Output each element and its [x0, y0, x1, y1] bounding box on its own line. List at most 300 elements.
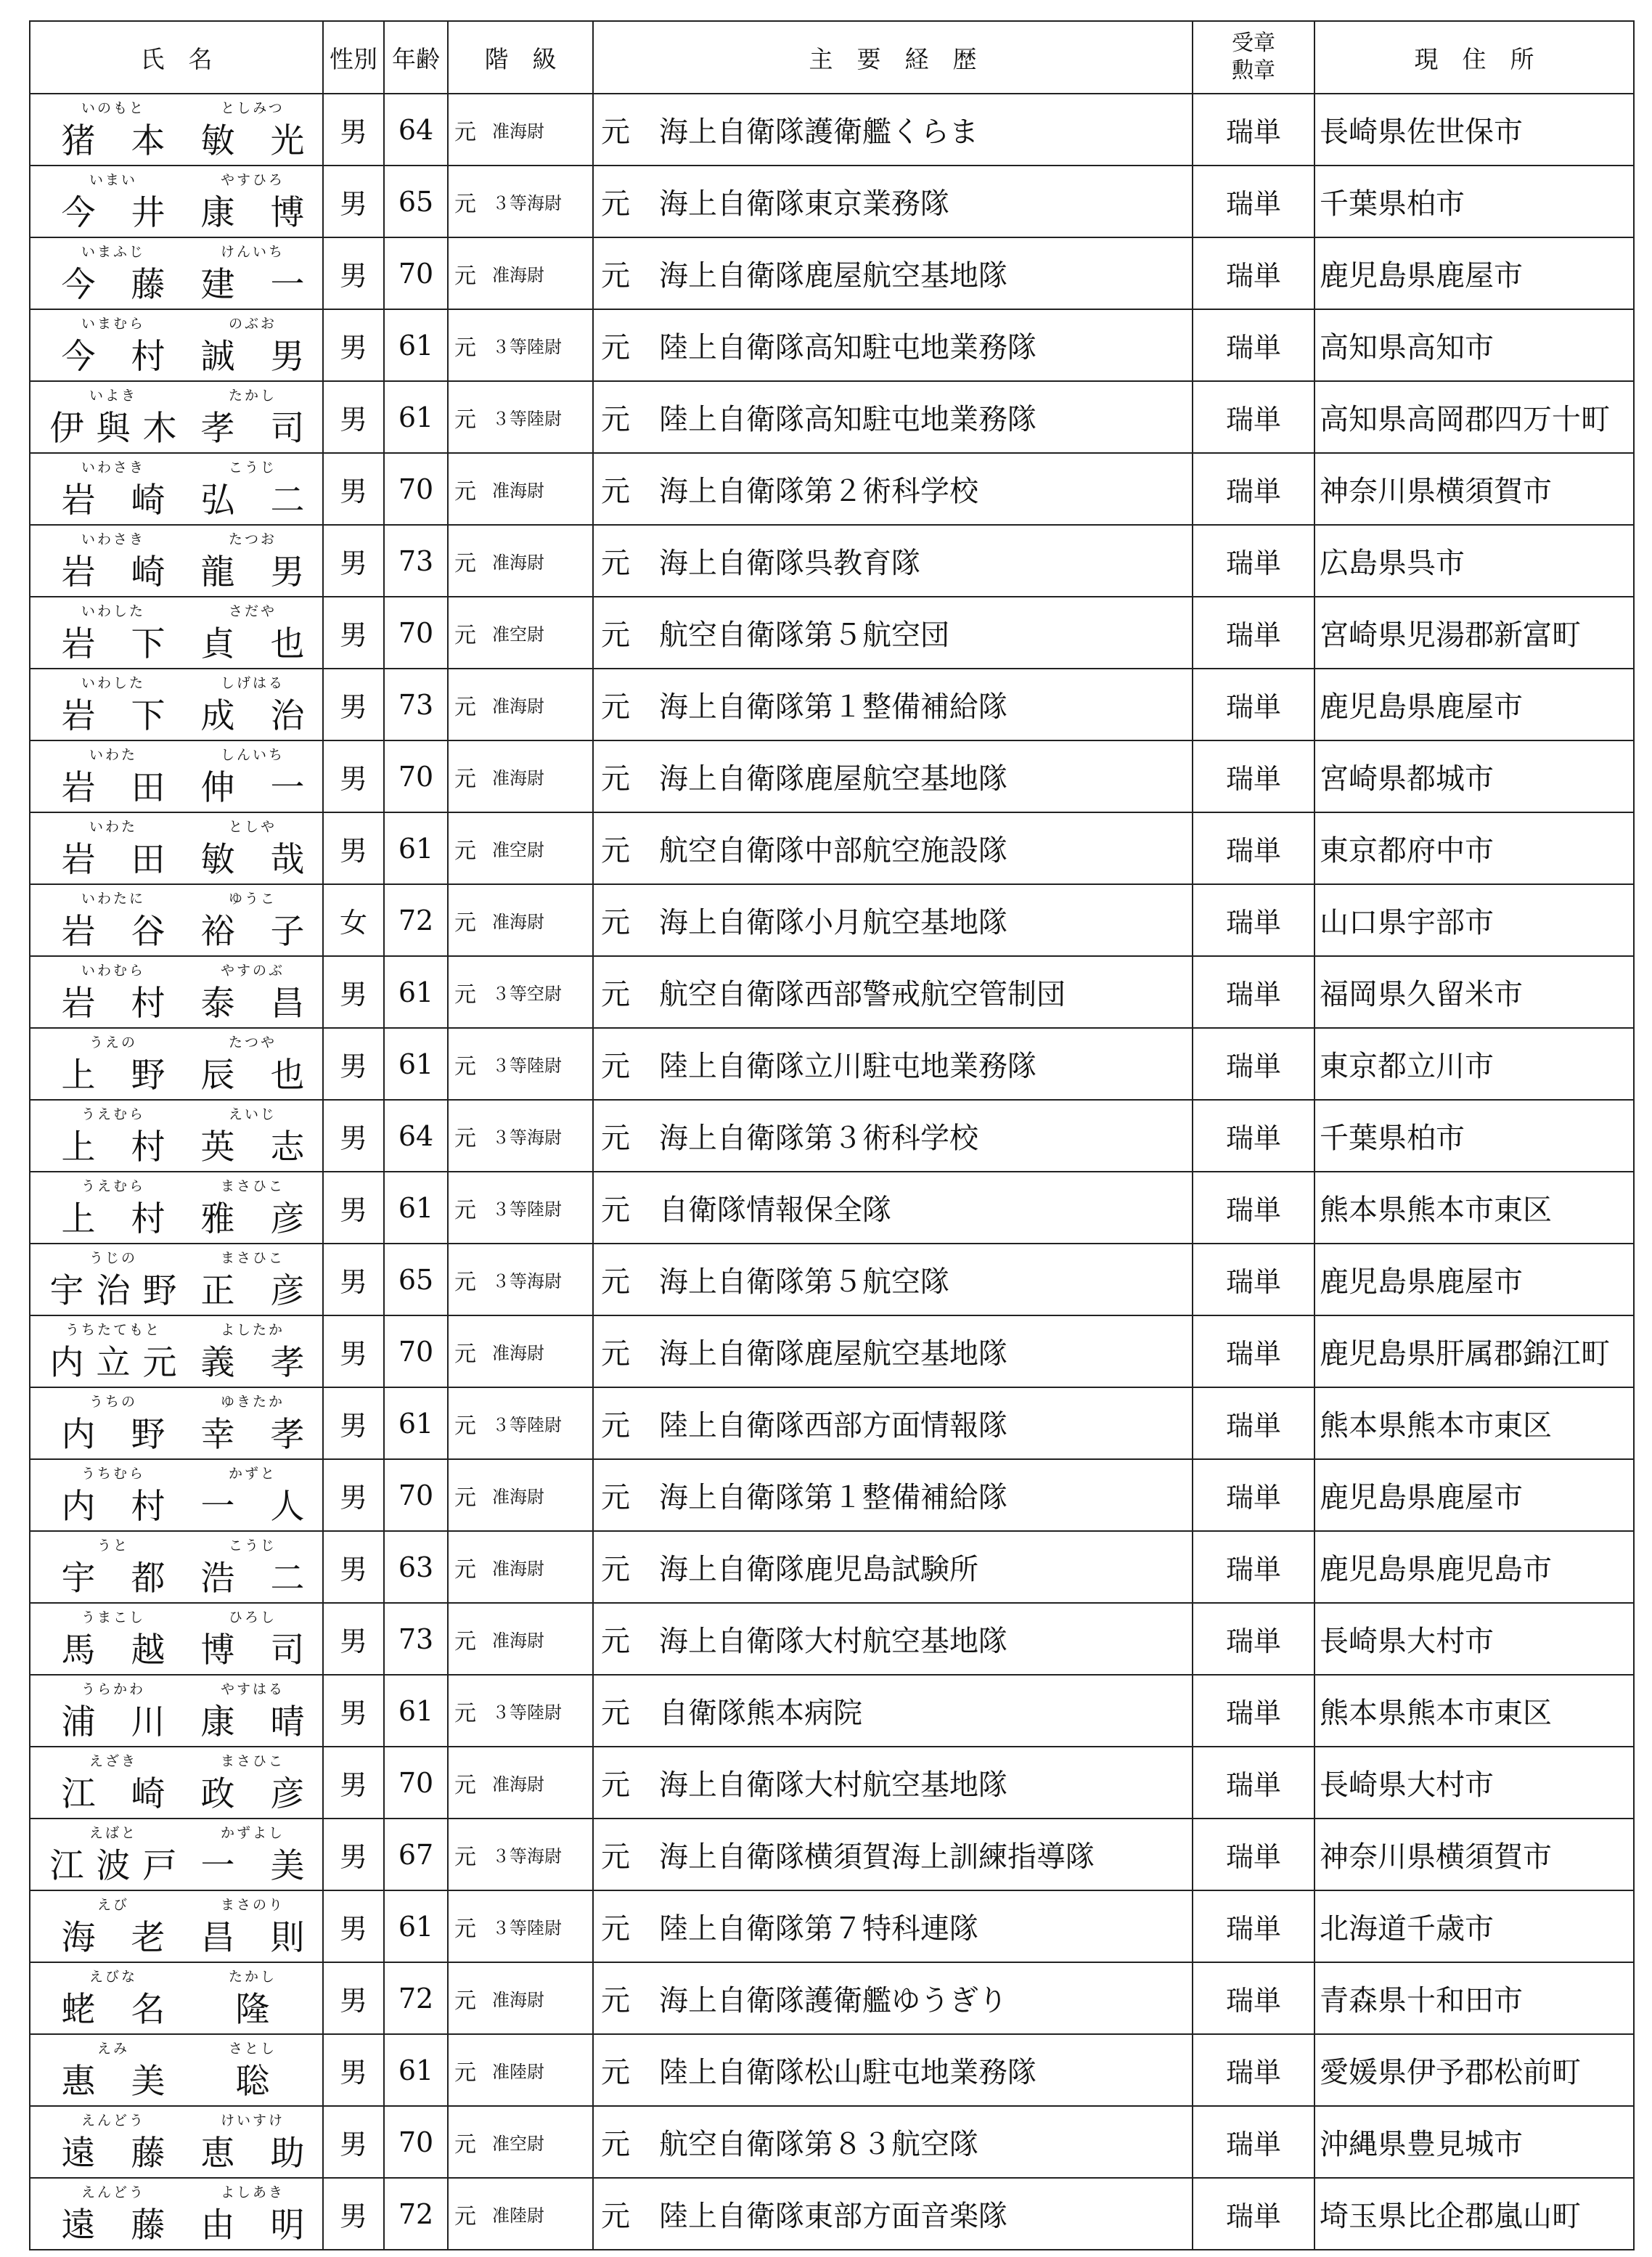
- career-cell: [593, 2106, 1193, 2178]
- header-career: 主 要 経 歴: [593, 21, 1193, 94]
- name-cell: [30, 2034, 323, 2106]
- rank-cell: [448, 1819, 593, 1890]
- name-cell: [30, 956, 323, 1028]
- rank-value: ３等陸尉: [492, 1199, 562, 1220]
- career-cell: [593, 1244, 1193, 1315]
- furigana-given: やすひろ: [220, 171, 285, 188]
- former-prefix: 元: [601, 259, 630, 293]
- family-name: 岩 谷: [61, 911, 165, 952]
- former-prefix: 元: [601, 115, 630, 149]
- career-value: 海上自衛隊第１整備補給隊: [659, 1481, 1007, 1514]
- former-prefix: 元: [454, 1197, 476, 1223]
- address-cell: 愛媛県伊予郡松前町: [1314, 2034, 1634, 2106]
- career-value: 陸上自衛隊松山駐屯地業務隊: [659, 2056, 1036, 2089]
- name-cell: [30, 525, 323, 597]
- address-cell: 青森県十和田市: [1314, 1962, 1634, 2034]
- name-cell: [30, 381, 323, 453]
- given-name: 博 司: [200, 1630, 305, 1670]
- given-name: 敏 光: [200, 121, 305, 161]
- name-cell: [30, 2178, 323, 2250]
- age-cell: 73: [384, 1603, 448, 1675]
- family-name: 上 村: [61, 1199, 165, 1239]
- furigana-given: まさひこ: [220, 1178, 285, 1194]
- former-prefix: 元: [601, 762, 630, 796]
- gender-cell: 男: [323, 1819, 384, 1890]
- given-name: 政 彦: [200, 1774, 305, 1814]
- address-cell: 鹿児島県肝属郡錦江町: [1314, 1315, 1634, 1387]
- age-cell: 73: [384, 525, 448, 597]
- former-prefix: 元: [601, 1265, 630, 1299]
- furigana-given: かずよし: [220, 1824, 285, 1841]
- furigana-given: たつや: [228, 1034, 277, 1050]
- name-cell: [30, 1962, 323, 2034]
- given-name: 隆: [235, 1989, 270, 2030]
- address-cell: 鹿児島県鹿屋市: [1314, 237, 1634, 309]
- gender-cell: 男: [323, 525, 384, 597]
- former-prefix: 元: [454, 1772, 476, 1798]
- age-cell: 70: [384, 740, 448, 812]
- given-name: 泰 昌: [200, 983, 305, 1024]
- given-name: 雅 彦: [200, 1199, 305, 1239]
- age-cell: 61: [384, 812, 448, 884]
- rank-value: ３等海尉: [492, 1127, 562, 1148]
- rank-cell: [448, 669, 593, 740]
- gender-cell: 男: [323, 166, 384, 237]
- family-name: 遠 藤: [61, 2133, 165, 2174]
- rank-cell: [448, 1962, 593, 2034]
- given-name: 孝 司: [200, 408, 305, 449]
- age-cell: 61: [384, 1028, 448, 1100]
- gender-cell: 男: [323, 453, 384, 525]
- career-value: 陸上自衛隊東部方面音楽隊: [659, 2200, 1007, 2233]
- name-cell: [30, 453, 323, 525]
- former-prefix: 元: [601, 1625, 630, 1658]
- former-prefix: 元: [454, 910, 476, 936]
- gender-cell: 男: [323, 1100, 384, 1172]
- career-cell: [593, 1962, 1193, 2034]
- table-row: [30, 525, 1634, 597]
- career-cell: [593, 1747, 1193, 1819]
- furigana-given: よしたか: [220, 1321, 285, 1338]
- former-prefix: 元: [454, 1628, 476, 1654]
- former-prefix: 元: [601, 1768, 630, 1802]
- career-cell: [593, 1459, 1193, 1531]
- address-cell: 鹿児島県鹿屋市: [1314, 1459, 1634, 1531]
- former-prefix: 元: [454, 478, 476, 505]
- furigana-given: たかし: [228, 387, 277, 404]
- age-cell: 70: [384, 1315, 448, 1387]
- age-cell: 65: [384, 1244, 448, 1315]
- furigana-given: まさひこ: [220, 1249, 285, 1266]
- medal-cell: 瑞単: [1193, 94, 1314, 166]
- table-row: [30, 1890, 1634, 1962]
- rank-cell: [448, 884, 593, 956]
- rank-cell: [448, 740, 593, 812]
- career-value: 陸上自衛隊立川駐屯地業務隊: [659, 1050, 1036, 1083]
- furigana-given: けいすけ: [220, 2112, 285, 2129]
- career-value: 陸上自衛隊西部方面情報隊: [659, 1409, 1007, 1442]
- table-row: [30, 1675, 1634, 1747]
- former-prefix: 元: [601, 1553, 630, 1586]
- rank-cell: [448, 2106, 593, 2178]
- medal-cell: 瑞単: [1193, 1100, 1314, 1172]
- gender-cell: 男: [323, 1459, 384, 1531]
- table-row: [30, 1603, 1634, 1675]
- name-cell: [30, 669, 323, 740]
- career-value: 海上自衛隊東京業務隊: [659, 187, 949, 221]
- former-prefix: 元: [601, 2200, 630, 2233]
- furigana-given: しげはる: [220, 674, 285, 691]
- name-cell: [30, 1315, 323, 1387]
- career-cell: [593, 1603, 1193, 1675]
- career-value: 自衛隊情報保全隊: [659, 1193, 891, 1227]
- medal-cell: 瑞単: [1193, 1459, 1314, 1531]
- former-prefix: 元: [454, 1485, 476, 1511]
- rank-value: 准海尉: [492, 552, 544, 573]
- age-cell: 61: [384, 309, 448, 381]
- rank-value: ３等陸尉: [492, 1056, 562, 1076]
- furigana-family: いわさき: [81, 531, 145, 547]
- rank-cell: [448, 2178, 593, 2250]
- furigana-given: ひろし: [228, 1609, 277, 1625]
- name-cell: [30, 237, 323, 309]
- career-cell: [593, 525, 1193, 597]
- family-name: 江 崎: [61, 1774, 165, 1814]
- given-name: 康 晴: [200, 1702, 305, 1742]
- age-cell: 61: [384, 381, 448, 453]
- table-row: [30, 166, 1634, 237]
- career-value: 海上自衛隊鹿児島試験所: [659, 1553, 978, 1586]
- address-cell: 宮崎県児湯郡新富町: [1314, 597, 1634, 669]
- age-cell: 61: [384, 1172, 448, 1244]
- former-prefix: 元: [454, 335, 476, 361]
- career-cell: [593, 1028, 1193, 1100]
- rank-value: 准海尉: [492, 1990, 544, 2010]
- furigana-family: えびな: [89, 1968, 137, 1985]
- furigana-family: えみ: [97, 2040, 129, 2057]
- former-prefix: 元: [601, 619, 630, 652]
- career-cell: [593, 740, 1193, 812]
- age-cell: 70: [384, 1459, 448, 1531]
- medal-cell: 瑞単: [1193, 884, 1314, 956]
- address-cell: 山口県宇部市: [1314, 884, 1634, 956]
- career-cell: [593, 884, 1193, 956]
- medal-cell: 瑞単: [1193, 812, 1314, 884]
- career-value: 海上自衛隊小月航空基地隊: [659, 906, 1007, 939]
- name-cell: [30, 1244, 323, 1315]
- given-name: 誠 男: [200, 336, 305, 377]
- name-cell: [30, 1531, 323, 1603]
- gender-cell: 男: [323, 2178, 384, 2250]
- age-cell: 64: [384, 1100, 448, 1172]
- table-row: [30, 1747, 1634, 1819]
- given-name: 貞 也: [200, 624, 305, 664]
- rank-value: 准海尉: [492, 768, 544, 788]
- career-value: 航空自衛隊第５航空団: [659, 619, 949, 652]
- furigana-given: こうじ: [228, 1537, 277, 1554]
- rank-cell: [448, 597, 593, 669]
- age-cell: 72: [384, 884, 448, 956]
- gender-cell: 男: [323, 1387, 384, 1459]
- table-row: [30, 1819, 1634, 1890]
- address-cell: 広島県呉市: [1314, 525, 1634, 597]
- career-value: 海上自衛隊護衛艦ゆうぎり: [659, 1984, 1007, 2017]
- furigana-given: こうじ: [228, 459, 277, 476]
- family-name: 今 藤: [61, 264, 165, 305]
- family-name: 宇 都: [61, 1558, 165, 1599]
- furigana-family: いわた: [89, 746, 137, 763]
- former-prefix: 元: [454, 1413, 476, 1439]
- furigana-given: かずと: [228, 1465, 277, 1482]
- gender-cell: 男: [323, 1747, 384, 1819]
- furigana-family: えばと: [89, 1824, 137, 1841]
- gender-cell: 男: [323, 2106, 384, 2178]
- rank-value: ３等空尉: [492, 984, 562, 1004]
- career-value: 海上自衛隊大村航空基地隊: [659, 1625, 1007, 1658]
- family-name: 内 野: [61, 1414, 165, 1455]
- age-cell: 73: [384, 669, 448, 740]
- given-name: 由 明: [200, 2205, 305, 2245]
- name-cell: [30, 740, 323, 812]
- former-prefix: 元: [454, 191, 476, 217]
- rank-cell: [448, 2034, 593, 2106]
- furigana-family: いまむら: [81, 315, 145, 332]
- rank-value: ３等海尉: [492, 193, 562, 213]
- furigana-family: いまい: [89, 171, 137, 188]
- table-row: [30, 94, 1634, 166]
- furigana-given: まさのり: [220, 1896, 285, 1913]
- career-cell: [593, 597, 1193, 669]
- gender-cell: 女: [323, 884, 384, 956]
- career-value: 海上自衛隊第５航空隊: [659, 1265, 949, 1299]
- former-prefix: 元: [454, 1053, 476, 1079]
- given-name: 義 孝: [200, 1342, 305, 1383]
- address-cell: 長崎県佐世保市: [1314, 94, 1634, 166]
- medal-cell: 瑞単: [1193, 669, 1314, 740]
- rank-value: 准海尉: [492, 696, 544, 717]
- medal-cell: 瑞単: [1193, 1747, 1314, 1819]
- address-cell: 千葉県柏市: [1314, 166, 1634, 237]
- name-cell: [30, 1459, 323, 1531]
- table-row: [30, 1028, 1634, 1100]
- family-name: 岩 崎: [61, 552, 165, 592]
- given-name: 正 彦: [200, 1270, 305, 1311]
- gender-cell: 男: [323, 1531, 384, 1603]
- medal-cell: 瑞単: [1193, 1028, 1314, 1100]
- furigana-family: うえむら: [81, 1106, 145, 1122]
- medal-cell: 瑞単: [1193, 1387, 1314, 1459]
- family-name: 伊 與 木: [49, 408, 177, 449]
- rank-cell: [448, 309, 593, 381]
- former-prefix: 元: [454, 1700, 476, 1726]
- rank-value: ３等陸尉: [492, 1702, 562, 1723]
- former-prefix: 元: [454, 2131, 476, 2158]
- given-name: 聡: [235, 2061, 270, 2102]
- medal-cell: 瑞単: [1193, 1172, 1314, 1244]
- former-prefix: 元: [454, 2203, 476, 2229]
- furigana-family: うと: [97, 1537, 129, 1554]
- gender-cell: 男: [323, 1244, 384, 1315]
- rank-value: 准空尉: [492, 624, 544, 645]
- rank-cell: [448, 1459, 593, 1531]
- age-cell: 72: [384, 2178, 448, 2250]
- family-name: 蛯 名: [61, 1989, 165, 2030]
- table-row: [30, 453, 1634, 525]
- address-cell: 神奈川県横須賀市: [1314, 453, 1634, 525]
- career-value: 海上自衛隊第３術科学校: [659, 1122, 978, 1155]
- furigana-family: いわした: [81, 674, 145, 691]
- furigana-given: よしあき: [220, 2184, 285, 2200]
- age-cell: 70: [384, 1747, 448, 1819]
- age-cell: 70: [384, 2106, 448, 2178]
- rank-value: 准海尉: [492, 481, 544, 501]
- address-cell: 熊本県熊本市東区: [1314, 1172, 1634, 1244]
- rank-cell: [448, 1603, 593, 1675]
- table-row: [30, 1100, 1634, 1172]
- career-cell: [593, 1819, 1193, 1890]
- furigana-given: ゆきたか: [220, 1393, 285, 1410]
- career-value: 海上自衛隊護衛艦くらま: [659, 115, 978, 149]
- furigana-family: えび: [97, 1896, 129, 1913]
- former-prefix: 元: [454, 407, 476, 433]
- former-prefix: 元: [454, 622, 476, 648]
- furigana-given: えいじ: [228, 1106, 277, 1122]
- rank-value: 准海尉: [492, 121, 544, 142]
- former-prefix: 元: [454, 119, 476, 145]
- career-value: 海上自衛隊鹿屋航空基地隊: [659, 1337, 1007, 1371]
- former-prefix: 元: [454, 694, 476, 720]
- gender-cell: 男: [323, 309, 384, 381]
- rank-value: 准海尉: [492, 1343, 544, 1363]
- career-value: 陸上自衛隊第７特科連隊: [659, 1912, 978, 1946]
- career-value: 海上自衛隊鹿屋航空基地隊: [659, 259, 1007, 293]
- gender-cell: 男: [323, 597, 384, 669]
- given-name: 幸 孝: [200, 1414, 305, 1455]
- former-prefix: 元: [601, 187, 630, 221]
- given-name: 弘 二: [200, 480, 305, 521]
- former-prefix: 元: [454, 263, 476, 289]
- rank-value: ３等陸尉: [492, 1415, 562, 1435]
- given-name: 敏 哉: [200, 839, 305, 880]
- given-name: 裕 子: [200, 911, 305, 952]
- table-row: [30, 1387, 1634, 1459]
- medal-cell: 瑞単: [1193, 1819, 1314, 1890]
- medal-cell: 瑞単: [1193, 2106, 1314, 2178]
- family-name: 遠 藤: [61, 2205, 165, 2245]
- rank-cell: [448, 1244, 593, 1315]
- address-cell: 千葉県柏市: [1314, 1100, 1634, 1172]
- address-cell: 鹿児島県鹿屋市: [1314, 669, 1634, 740]
- given-name: 恵 助: [200, 2133, 305, 2174]
- rank-value: 准空尉: [492, 2134, 544, 2154]
- name-cell: [30, 1603, 323, 1675]
- former-prefix: 元: [601, 1409, 630, 1442]
- former-prefix: 元: [601, 331, 630, 364]
- furigana-given: としみつ: [221, 99, 285, 116]
- given-name: 伸 一: [200, 767, 305, 808]
- table-row: [30, 956, 1634, 1028]
- rank-cell: [448, 812, 593, 884]
- age-cell: 63: [384, 1531, 448, 1603]
- career-cell: [593, 1172, 1193, 1244]
- rank-value: 准海尉: [492, 1630, 544, 1651]
- gender-cell: 男: [323, 1603, 384, 1675]
- given-name: 英 志: [200, 1127, 305, 1167]
- table-row: [30, 740, 1634, 812]
- former-prefix: 元: [454, 1916, 476, 1942]
- former-prefix: 元: [601, 690, 630, 724]
- rank-cell: [448, 237, 593, 309]
- former-prefix: 元: [601, 978, 630, 1011]
- header-row: [30, 21, 1634, 94]
- name-cell: [30, 1819, 323, 1890]
- career-cell: [593, 94, 1193, 166]
- table-row: [30, 237, 1634, 309]
- rank-value: 准海尉: [492, 1774, 544, 1795]
- address-cell: 高知県高知市: [1314, 309, 1634, 381]
- rank-cell: [448, 94, 593, 166]
- rank-cell: [448, 166, 593, 237]
- furigana-given: けんいち: [220, 243, 285, 260]
- former-prefix: 元: [454, 1556, 476, 1583]
- address-cell: 埼玉県比企郡嵐山町: [1314, 2178, 1634, 2250]
- address-cell: 神奈川県横須賀市: [1314, 1819, 1634, 1890]
- rank-value: ３等陸尉: [492, 1918, 562, 1938]
- table-row: [30, 2034, 1634, 2106]
- rank-cell: [448, 1747, 593, 1819]
- medal-cell: 瑞単: [1193, 237, 1314, 309]
- rank-cell: [448, 381, 593, 453]
- age-cell: 70: [384, 453, 448, 525]
- former-prefix: 元: [454, 838, 476, 864]
- rank-cell: [448, 1387, 593, 1459]
- medal-cell: 瑞単: [1193, 1531, 1314, 1603]
- header-name: 氏 名: [30, 21, 323, 94]
- rank-cell: [448, 453, 593, 525]
- career-cell: [593, 2178, 1193, 2250]
- name-cell: [30, 1387, 323, 1459]
- age-cell: 65: [384, 166, 448, 237]
- former-prefix: 元: [454, 1341, 476, 1367]
- career-value: 海上自衛隊呉教育隊: [659, 547, 920, 580]
- medal-cell: 瑞単: [1193, 1675, 1314, 1747]
- medal-cell: 瑞単: [1193, 956, 1314, 1028]
- rank-cell: [448, 1315, 593, 1387]
- career-cell: [593, 1315, 1193, 1387]
- former-prefix: 元: [601, 1697, 630, 1730]
- family-name: 上 野: [61, 1055, 165, 1095]
- family-name: 岩 田: [61, 767, 165, 808]
- career-value: 自衛隊熊本病院: [659, 1697, 862, 1730]
- medal-cell: 瑞単: [1193, 309, 1314, 381]
- age-cell: 70: [384, 597, 448, 669]
- career-cell: [593, 812, 1193, 884]
- career-cell: [593, 1675, 1193, 1747]
- furigana-given: やすのぶ: [220, 962, 285, 979]
- family-name: 岩 村: [61, 983, 165, 1024]
- table-row: [30, 669, 1634, 740]
- gender-cell: 男: [323, 1172, 384, 1244]
- medal-cell: 瑞単: [1193, 1244, 1314, 1315]
- rank-cell: [448, 1675, 593, 1747]
- medal-cell: 瑞単: [1193, 1315, 1314, 1387]
- medal-cell: 瑞単: [1193, 597, 1314, 669]
- former-prefix: 元: [454, 1269, 476, 1295]
- table-row: [30, 309, 1634, 381]
- rank-cell: [448, 1100, 593, 1172]
- gender-cell: 男: [323, 2034, 384, 2106]
- name-cell: [30, 884, 323, 956]
